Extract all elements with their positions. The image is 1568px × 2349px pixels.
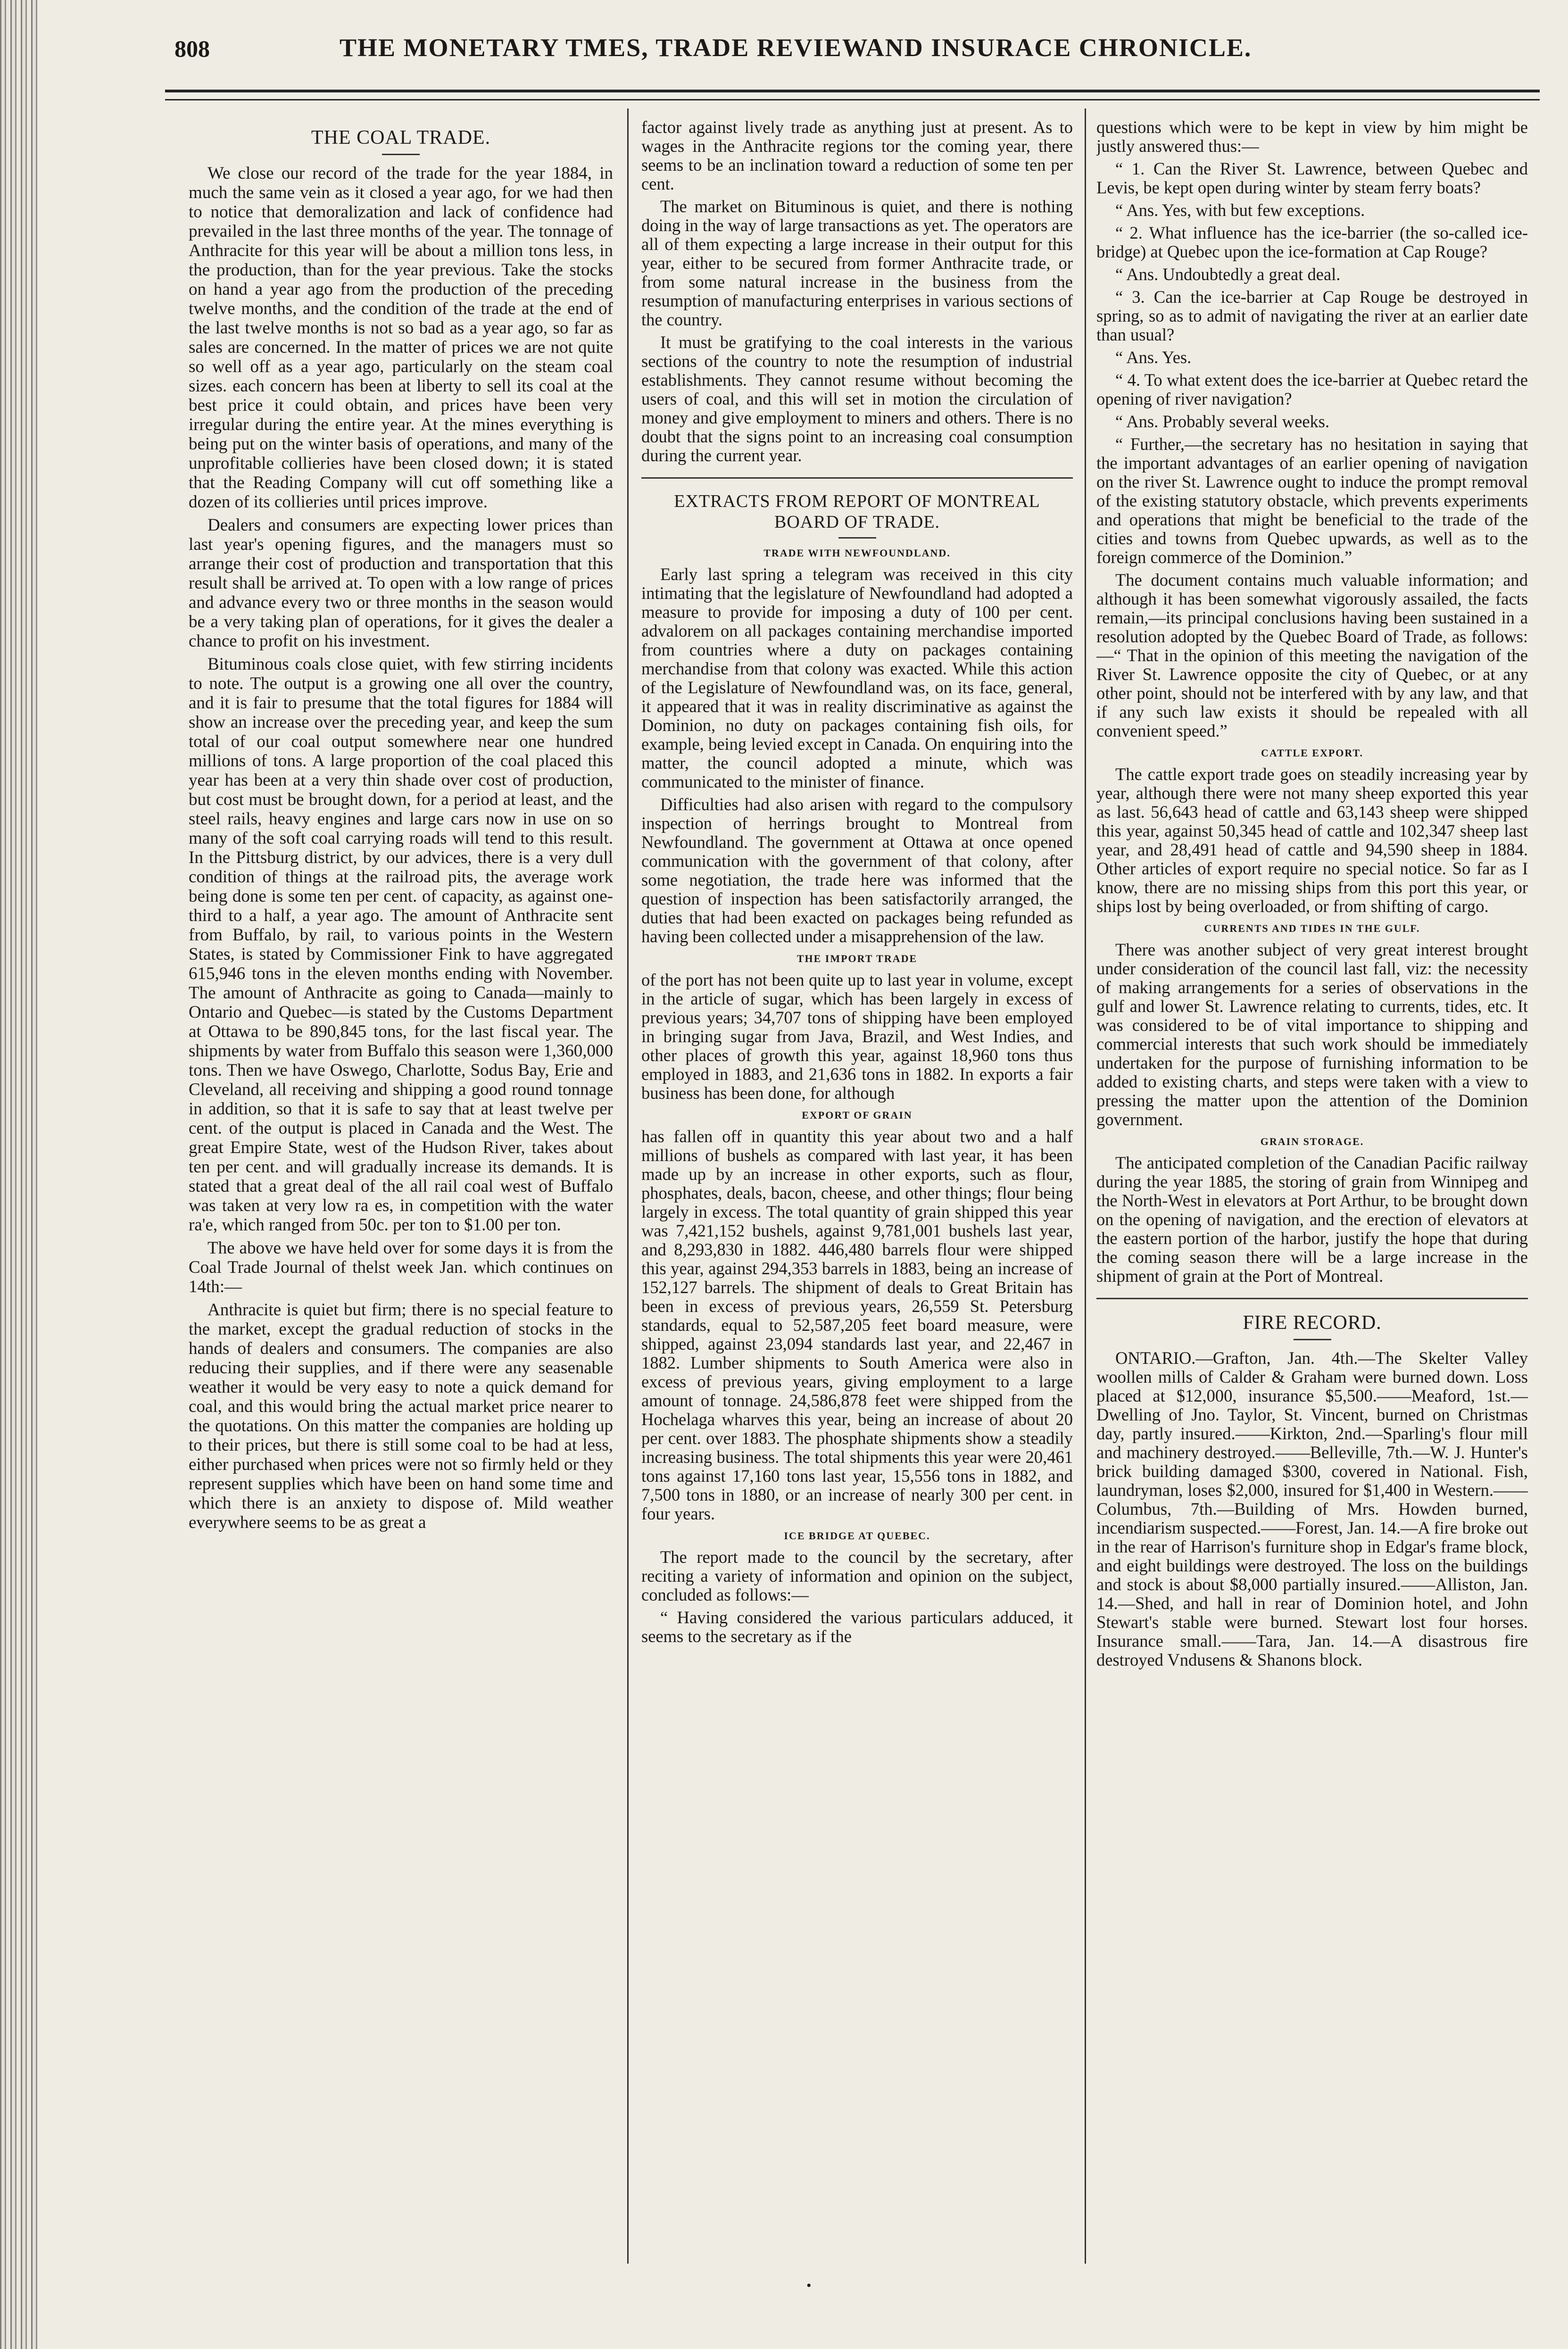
page-header bbox=[0, 31, 1568, 69]
page-end-mark: • bbox=[806, 2278, 812, 2293]
paragraph: The document contains much valuable information; and although it has been somewhat vigorously assailed, the facts remain,—its principal conclusions having been sustained in a resolution adopted by the Quebec Board of Trade, as follows:—“ That in the opinion of this meeting the navigation of the River St. Lawrence opposite the city of Quebec, or at any other point, should not be interfered with by any law, and that if any such law exists it should be repealed with all convenient speed.” bbox=[1096, 570, 1528, 740]
column-divider bbox=[1085, 108, 1086, 2264]
column-divider bbox=[627, 108, 629, 2264]
paragraph: We close our record of the trade for the year 1884, in much the same vein as it closed a year ago, for we had then to notice that demoralization and lack of confidence had prevailed in the last three months of the year. The tonnage of Anthracite for this year will be about a million tons less, in the production, than for the year previous. Take the stocks on hand a year ago from the production of the preceding twelve months, and the condition of the trade at the end of the last twelve months is not so bad as a year ago, so far as sales are concerned. In the matter of prices we are not quite so well off as a year ago, particularly on the steam coal sizes. each concern has been at liberty to sell its coal at the best price it could obtain, and prices have been very irregular during the entire year. At the mines everything is being put on the winter basis of operations, and many of the unprofitable collieries have been closed down; it is stated that the Reading Company will cut off something like a dozen of its collieries until prices improve. bbox=[189, 164, 613, 512]
paragraph: It must be gratifying to the coal interests in the various sections of the country to note the resumption of industrial establishments. They cannot resume without becoming the users of coal, and this will set in motion the circulation of money and give employment to miners and others. There is no doubt that the signs point to an increasing coal consumption during the current year. bbox=[641, 332, 1073, 465]
paragraph: “ 4. To what extent does the ice-barrier at Quebec retard the opening of river navigation? bbox=[1096, 370, 1528, 408]
heading-rule bbox=[382, 154, 420, 155]
subheading-export-grain: EXPORT OF GRAIN bbox=[802, 1109, 913, 1121]
paragraph: “ Ans. Probably several weeks. bbox=[1115, 412, 1330, 431]
paragraph: “ Having considered the various particulars adduced, it seems to the secretary as if the bbox=[641, 1608, 1073, 1646]
paragraph: The anticipated completion of the Canadian Pacific railway during the year 1885, the storing of grain from Winnipeg and the North-West in elevators at Port Arthur, to be brought down on the opening of navigation, and the erection of elevators at the eastern portion of the harbor, justify the hope that during the coming season there will be a large increase in the shipment of grain at the Port of Montreal. bbox=[1096, 1153, 1528, 1286]
paragraph: Difficulties had also arisen with regard to the compulsory inspection of herrings brought to Montreal from Newfoundland. The government at Ottawa at once opened communication with the government of that colony, after some negotiation, the trade here was informed that the question of inspection has been satisfactorily arranged, the duties that had been exacted on packages being refunded as having been collected under a misapprehension of the law. bbox=[641, 795, 1073, 946]
section-rule bbox=[1096, 1298, 1528, 1299]
paragraph: The above we have held over for some days it is from the Coal Trade Journal of thelst week Jan. which continues on 14th:— bbox=[189, 1238, 613, 1296]
paragraph: questions which were to be kept in view by him might be justly answered thus:— bbox=[1096, 118, 1528, 156]
paragraph: The report made to the council by the secretary, after reciting a variety of information and opinion on the subject, concluded as follows:— bbox=[641, 1547, 1073, 1604]
paragraph: “ Further,—the secretary has no hesitation in saying that the important advantages of an earlier opening of navigation on the river St. Lawrence ought to induce the prompt removal of the existing statutory obstacle, which prevents experiments and operations that might be beneficial to the trade of the cities and towns from Quebec upwards, as well as to the foreign commerce of the Dominion.” bbox=[1096, 434, 1528, 567]
paragraph: “ 2. What influence has the ice-barrier (the so-called ice-bridge) at Quebec upon the ice-formation at Cap Rouge? bbox=[1096, 223, 1528, 261]
column-2 bbox=[641, 118, 1073, 2268]
subheading-newfoundland: TRADE WITH NEWFOUNDLAND. bbox=[763, 547, 951, 559]
paragraph: Early last spring a telegram was received in this city intimating that the legislature of Newfoundland had adopted a measure to provide for imposing a duty of 100 per cent. advalorem on all packages containing merchandise imported from countries where a duty on packages containing merchandise from that colony was exacted. While this action of the Legislature of Newfoundland was, on its face, general, it appeared that it was in reality discriminative as against the Dominion, no duty on packages containing fish oils, for example, being levied except in Canada. On enquiring into the matter, the council adopted a minute, which was communicated to the minister of finance. bbox=[641, 564, 1073, 791]
running-title: THE MONETARY TMES, TRADE REVIEWAND INSURACE CHRONICLE. bbox=[340, 33, 1252, 62]
paragraph: There was another subject of very great interest brought under consideration of the council last fall, viz: the necessity of making arrangements for a series of observations in the gulf and lower St. Lawrence relating to currents, tides, etc. It was considered to be of vital importance to shipping and commercial interests that such work should be immediately undertaken for the purpose of furnishing information to be added to existing charts, and steps were taken with a view to pressing the matter upon the attention of the Dominion government. bbox=[1096, 940, 1528, 1129]
paragraph: “ Ans. Undoubtedly a great deal. bbox=[1115, 265, 1341, 284]
column-1 bbox=[189, 118, 613, 2268]
subheading-grain-storage: GRAIN STORAGE. bbox=[1260, 1136, 1364, 1147]
paragraph: “ Ans. Yes, with but few exceptions. bbox=[1115, 200, 1365, 220]
paragraph: has fallen off in quantity this year about two and a half millions of bushels as compared with last year, it has been made up by an increase in other exports, such as flour, phosphates, deals, bacon, cheese, and other things; flour being largely in excess. The total quantity of grain shipped this year was 7,421,152 bushels, against 9,781,001 bushels last year, and 8,293,830 in 1882. 446,480 barrels flour were shipped this year, against 294,353 barrels in 1883, being an increase of 152,127 barrels. The shipment of deals to Great Britain has been in excess of previous years, 26,559 St. Petersburg standards, equal to 52,587,205 feet board measure, were shipped, against 23,094 standards last year, and 22,467 in 1882. Lumber shipments to South America were also in excess of previous years, giving employment to a large amount of tonnage. 24,586,878 feet were shipped from the Hochelaga wharves this year, being an increase of about 20 per cent. over 1883. The phosphate shipments show a steadily increasing business. The total shipments this year were 20,461 tons against 17,160 tons last year, 15,556 tons in 1882, and 7,500 tons in 1880, or an increase of nearly 300 per cent. in four years. bbox=[641, 1127, 1073, 1523]
subheading-currents-tides: CURRENTS AND TIDES IN THE GULF. bbox=[1204, 922, 1420, 934]
paragraph: Bituminous coals close quiet, with few stirring incidents to note. The output is a growing one all over the country, and it is fair to presume that the total figures for 1884 will show an increase over the preceding year, and keep the sum total of our coal output somewhere near one hundred millions of tons. A large proportion of the coal placed this year has been at a very thin shade over cost of production, but cost must be brought down, for a period at least, and the steel rails, heavy engines and large cars now in use on so many of the soft coal carrying roads will tend to this result. In the Pittsburg district, by our advices, there is a very dull condition of things at the railroad pits, the average work being done is some ten per cent. of capacity, as against one-third to a half, a year ago. The amount of Anthracite sent from Buffalo, by rail, to various points in the Western States, is stated by Commissioner Fink to have aggregated 615,946 tons in the eleven months ending with November. The amount of Anthracite as going to Canada—mainly to Ontario and Quebec—is stated by the Customs Department at Ottawa to be 890,845 tons, for the last fiscal year. The shipments by water from Buffalo this season were 1,360,000 tons. Then we have Oswego, Charlotte, Sodus Bay, Erie and Cleveland, all receiving and shipping a good round tonnage in addition, so that it is safe to say that at least twelve per cent. of the output is placed in Canada and the West. The great Empire State, west of the Hudson River, takes about ten per cent. and will gradually increase its demands. It is stated that a great deal of the all rail coal west of Buffalo was taken at very low ra es, in competition with the water ra'e, which ranged from 50c. per ton to $1.00 per ton. bbox=[189, 655, 613, 1235]
subheading-ice-bridge: ICE BRIDGE AT QUEBEC. bbox=[784, 1530, 930, 1542]
article-heading-coal-trade: THE COAL TRADE. bbox=[311, 127, 491, 149]
subheading-cattle-export: CATTLE EXPORT. bbox=[1261, 747, 1364, 759]
heading-rule bbox=[838, 537, 876, 539]
article-heading-fire-record: FIRE RECORD. bbox=[1243, 1312, 1382, 1334]
page-binding-edge bbox=[0, 0, 38, 2349]
paragraph: Anthracite is quiet but firm; there is no special feature to the market, except the gradual reduction of stocks in the hands of dealers and consumers. The companies are also reducing their supplies, and if there were any seasenable weather it would be very easy to note a quick demand for coal, and this would bring the actual market price nearer to the quotations. On this matter the companies are holding up to their prices, but there is still some coal to be had at less, either purchased when prices were not so firmly held or they represent supplies which have been on hand some time and which there is an anxiety to dispose of. Mild weather everywhere seems to be as great a bbox=[189, 1300, 613, 1532]
subheading-import-trade: THE IMPORT TRADE bbox=[796, 953, 918, 964]
column-3 bbox=[1096, 118, 1528, 2268]
paragraph: of the port has not been quite up to last year in volume, except in the article of sugar, which has been largely in excess of previous years; 34,707 tons of shipping have been employed in bringing sugar from Java, Brazil, and West Indies, and other places of growth this year, against 18,960 tons thus employed in 1883, and 21,636 tons in 1882. In exports a fair business has been done, for although bbox=[641, 970, 1073, 1103]
paragraph: “ 1. Can the River St. Lawrence, between Quebec and Levis, be kept open during winter by steam ferry boats? bbox=[1096, 159, 1528, 197]
paragraph: factor against lively trade as anything just at present. As to wages in the Anthracite regions tor the coming year, there seems to be an inclination toward a reduction of some ten per cent. bbox=[641, 118, 1073, 193]
paragraph: Dealers and consumers are expecting lower prices than last year's opening figures, and the managers must so arrange their cost of production and transportation that this result shall be arrived at. To open with a low range of prices and advance every two or three months in the season would be a very taking plan of operations, for it gives the dealer a chance to profit on his investment. bbox=[189, 515, 613, 651]
paragraph: The market on Bituminous is quiet, and there is nothing doing in the way of large transactions as yet. The operators are all of them expecting a large increase in their output for this year, either to be secured from former Anthracite trade, or from some natural increase in the business from the resumption of manufacturing enterprises in various sections of the country. bbox=[641, 197, 1073, 329]
article-heading-board-of-trade: EXTRACTS FROM REPORT OF MONTREAL BOARD OF TRADE. bbox=[674, 491, 1040, 532]
heading-rule bbox=[1294, 1339, 1331, 1340]
paragraph: ONTARIO.—Grafton, Jan. 4th.—The Skelter Valley woollen mills of Calder & Graham were burned down. Loss placed at $12,000, insurance $5,500.——Meaford, 1st.—Dwelling of Jno. Taylor, St. Vincent, burned on Christmas day, partly insured.——Kirkton, 2nd.—Sparling's flour mill and machinery destroyed.——Belleville, 7th.—W. J. Hunter's brick building damaged $300, covered in National. Fish, laundryman, loses $2,000, insured for $1,400 in Western.——Columbus, 7th.—Building of Mrs. Howden burned, incendiarism suspected.——Forest, Jan. 14.—A fire broke out in the rear of Harrison's furniture shop in Edgar's frame block, and eight buildings were destroyed. The loss on the buildings and stock is about $8,000 partially insured.——Alliston, Jan. 14.—Shed, and hall in rear of Dominion hotel, and John Stewart's stable were burned. Stewart lost four horses. Insurance small.——Tara, Jan. 14.—A disastrous fire destroyed Vndusens & Shanons block. bbox=[1096, 1348, 1528, 1669]
header-rule-thick bbox=[165, 90, 1540, 92]
header-rule-thin bbox=[165, 99, 1540, 100]
paragraph: “ Ans. Yes. bbox=[1115, 348, 1192, 367]
page-number: 808 bbox=[174, 35, 210, 62]
section-rule bbox=[641, 477, 1073, 479]
paragraph: The cattle export trade goes on steadily increasing year by year, although there were not many sheep exported this year as last. 56,643 head of cattle and 63,143 sheep were shipped this year, against 50,345 head of cattle and 102,347 sheep last year, and 28,491 head of cattle and 94,590 sheep in 1884. Other articles of export require no special notice. So far as I know, there are no missing ships from this port this year, or ships lost by being overloaded, or from shifting of cargo. bbox=[1096, 764, 1528, 916]
paragraph: “ 3. Can the ice-barrier at Cap Rouge be destroyed in spring, so as to admit of navigating the river at an earlier date than usual? bbox=[1096, 287, 1528, 344]
